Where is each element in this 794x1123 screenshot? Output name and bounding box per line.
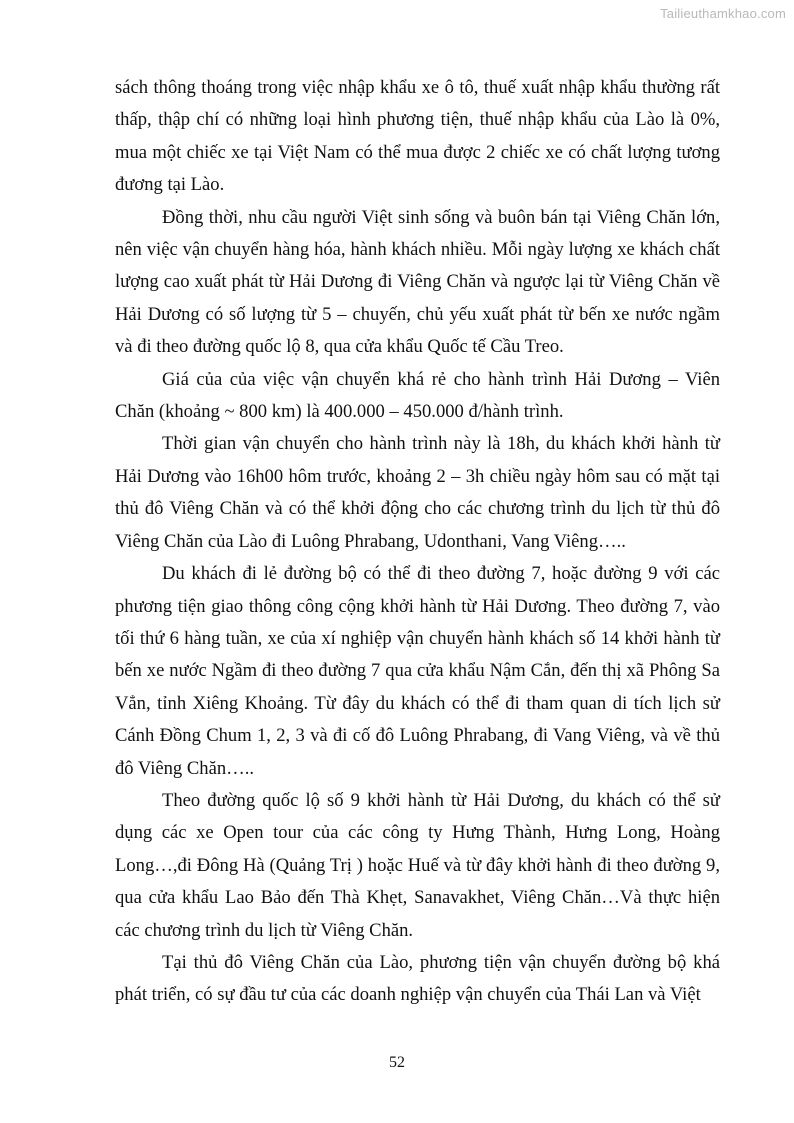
paragraph-3: Giá của của việc vận chuyển khá rẻ cho hành trình Hải Dương – Viên Chăn (khoảng ~ 800 km) là 400.000 – 450.000 đ/hành trình. xyxy=(115,368,720,423)
paragraph-7: Tại thủ đô Viêng Chăn của Lào, phương tiện vận chuyển đường bộ khá phát triển, có sự đầu tư của các doanh nghiệp vận chuyển của Thái Lan và Việt xyxy=(115,951,720,1006)
watermark-text: Tailieuthamkhao.com xyxy=(660,6,786,21)
paragraph-1-continuation: sách thông thoáng trong việc nhập khẩu xe ô tô, thuế xuất nhập khẩu thường rất thấp, thập chí có những loại hình phương tiện, thuế nhập khẩu của Lào là 0%, mua một chiếc xe tại Việt Nam có thể mua được 2 chiếc xe có chất lượng tương đương tại Lào. xyxy=(115,77,720,196)
page-number: 52 xyxy=(389,1054,405,1071)
paragraph-6: Theo đường quốc lộ số 9 khởi hành từ Hải Dương, du khách có thể sử dụng các xe Open tour của các công ty Hưng Thành, Hưng Long, Hoàng Long…,đi Đông Hà (Quảng Trị ) hoặc Huế và từ đây khởi hành đi theo đường 9, qua cửa khẩu Lao Bảo đến Thà Khẹt, Sanavakhet, Viêng Chăn…Và thực hiện các chương trình du lịch từ Viêng Chăn. xyxy=(115,789,720,941)
document-body xyxy=(115,72,720,1012)
paragraph-2: Đồng thời, nhu cầu người Việt sinh sống và buôn bán tại Viêng Chăn lớn, nên việc vận chuyển hàng hóa, hành khách nhiều. Mỗi ngày lượng xe khách chất lượng cao xuất phát từ Hải Dương đi Viêng Chăn và ngược lại từ Viêng Chăn về Hải Dương có số lượng từ 5 – chuyến, chủ yếu xuất phát từ bến xe nước ngầm và đi theo đường quốc lộ 8, qua cửa khẩu Quốc tế Cầu Treo. xyxy=(115,206,720,358)
paragraph-4: Thời gian vận chuyển cho hành trình này là 18h, du khách khởi hành từ Hải Dương vào 16h00 hôm trước, khoảng 2 – 3h chiều ngày hôm sau có mặt tại thủ đô Viêng Chăn và có thể khởi động cho các chương trình du lịch từ thủ đô Viêng Chăn của Lào đi Luông Phrabang, Udonthani, Vang Viêng….. xyxy=(115,433,720,552)
paragraph-5: Du khách đi lẻ đường bộ có thể đi theo đường 7, hoặc đường 9 với các phương tiện giao thông công cộng khởi hành từ Hải Dương. Theo đường 7, vào tối thứ 6 hàng tuần, xe của xí nghiệp vận chuyển hành khách số 14 khởi hành từ bến xe nước Ngầm đi theo đường 7 qua cửa khẩu Nậm Cắn, đến thị xã Phông Sa Vẳn, tỉnh Xiêng Khoảng. Từ đây du khách có thể đi tham quan di tích lịch sử Cánh Đồng Chum 1, 2, 3 và đi cố đô Luông Phrabang, đi Vang Viêng, và về thủ đô Viêng Chăn….. xyxy=(115,563,720,779)
